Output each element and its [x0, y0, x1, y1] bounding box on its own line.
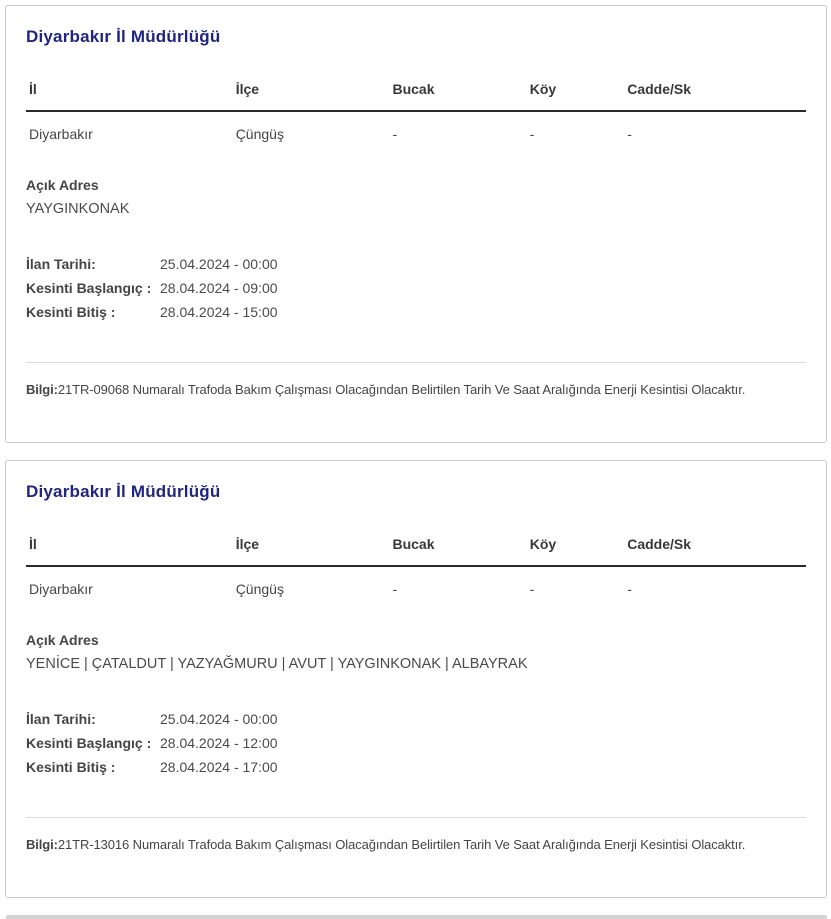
partial-next-card-edge [6, 915, 827, 919]
info-text: 21TR-13016 Numaralı Trafoda Bakım Çalışması Olacağından Belirtilen Tarih Ve Saat Aralığında Enerji Kesintisi Olacaktır. [57, 837, 746, 852]
announce-date-row [26, 707, 806, 731]
column-header-bucak: Bucak [389, 530, 526, 566]
announce-date-value: 25.04.2024 - 00:00 [160, 711, 278, 727]
outage-card [5, 460, 827, 898]
outage-start-label: Kesinti Başlangıç : [26, 280, 152, 296]
column-header-il: İl [26, 75, 233, 111]
card-title: Diyarbakır İl Müdürlüğü [26, 27, 221, 46]
outage-end-row [26, 300, 806, 324]
info-block [26, 362, 806, 442]
column-header-caddesk: Cadde/Sk [624, 530, 806, 566]
table-row [26, 566, 806, 603]
cell-il: Diyarbakır [29, 126, 93, 142]
table-header-row [26, 530, 806, 566]
cell-ilce: Çüngüş [235, 581, 284, 597]
outage-start-value: 28.04.2024 - 12:00 [160, 735, 278, 751]
outage-start-label: Kesinti Başlangıç : [26, 735, 152, 751]
info-block [26, 817, 806, 897]
outage-table [26, 530, 806, 603]
outage-card [5, 5, 827, 443]
dates-block [26, 252, 806, 324]
address-block [26, 629, 806, 677]
announce-date-row [26, 252, 806, 276]
card-title: Diyarbakır İl Müdürlüğü [26, 482, 221, 501]
column-header-caddesk: Cadde/Sk [624, 75, 806, 111]
announce-date-label: İlan Tarihi: [26, 256, 96, 272]
column-header-koy: Köy [527, 75, 625, 111]
column-header-ilce: İlçe [233, 75, 390, 111]
dates-block [26, 707, 806, 779]
outage-end-label: Kesinti Bitiş : [26, 304, 116, 320]
cell-ilce: Çüngüş [235, 126, 284, 142]
cell-caddesk: - [627, 126, 632, 142]
address-value: YENİCE | ÇATALDUT | YAZYAĞMURU | AVUT | YAYGINKONAK | ALBAYRAK [26, 656, 528, 672]
column-header-koy: Köy [527, 530, 625, 566]
column-header-il: İl [26, 530, 233, 566]
cell-koy: - [529, 126, 535, 142]
outage-end-row [26, 755, 806, 779]
info-text: 21TR-09068 Numaralı Trafoda Bakım Çalışması Olacağından Belirtilen Tarih Ve Saat Aralığında Enerji Kesintisi Olacaktır. [57, 382, 746, 397]
outage-start-row [26, 731, 806, 755]
table-header-row [26, 75, 806, 111]
address-label: Açık Adres [26, 632, 99, 648]
address-block [26, 174, 806, 222]
info-label: Bilgi: [26, 382, 58, 397]
table-row [26, 111, 806, 148]
info-label: Bilgi: [26, 837, 58, 852]
address-value: YAYGINKONAK [26, 201, 130, 217]
cell-il: Diyarbakır [29, 581, 93, 597]
outage-start-value: 28.04.2024 - 09:00 [160, 280, 278, 296]
cell-bucak: - [392, 581, 398, 597]
outage-end-label: Kesinti Bitiş : [26, 759, 116, 775]
cell-koy: - [529, 581, 535, 597]
outage-end-value: 28.04.2024 - 15:00 [160, 304, 278, 320]
outage-end-value: 28.04.2024 - 17:00 [160, 759, 278, 775]
outage-table [26, 75, 806, 148]
column-header-bucak: Bucak [389, 75, 526, 111]
column-header-ilce: İlçe [233, 530, 390, 566]
announce-date-value: 25.04.2024 - 00:00 [160, 256, 278, 272]
cell-bucak: - [392, 126, 398, 142]
cell-caddesk: - [627, 581, 632, 597]
address-label: Açık Adres [26, 177, 99, 193]
outage-start-row [26, 276, 806, 300]
announce-date-label: İlan Tarihi: [26, 711, 96, 727]
